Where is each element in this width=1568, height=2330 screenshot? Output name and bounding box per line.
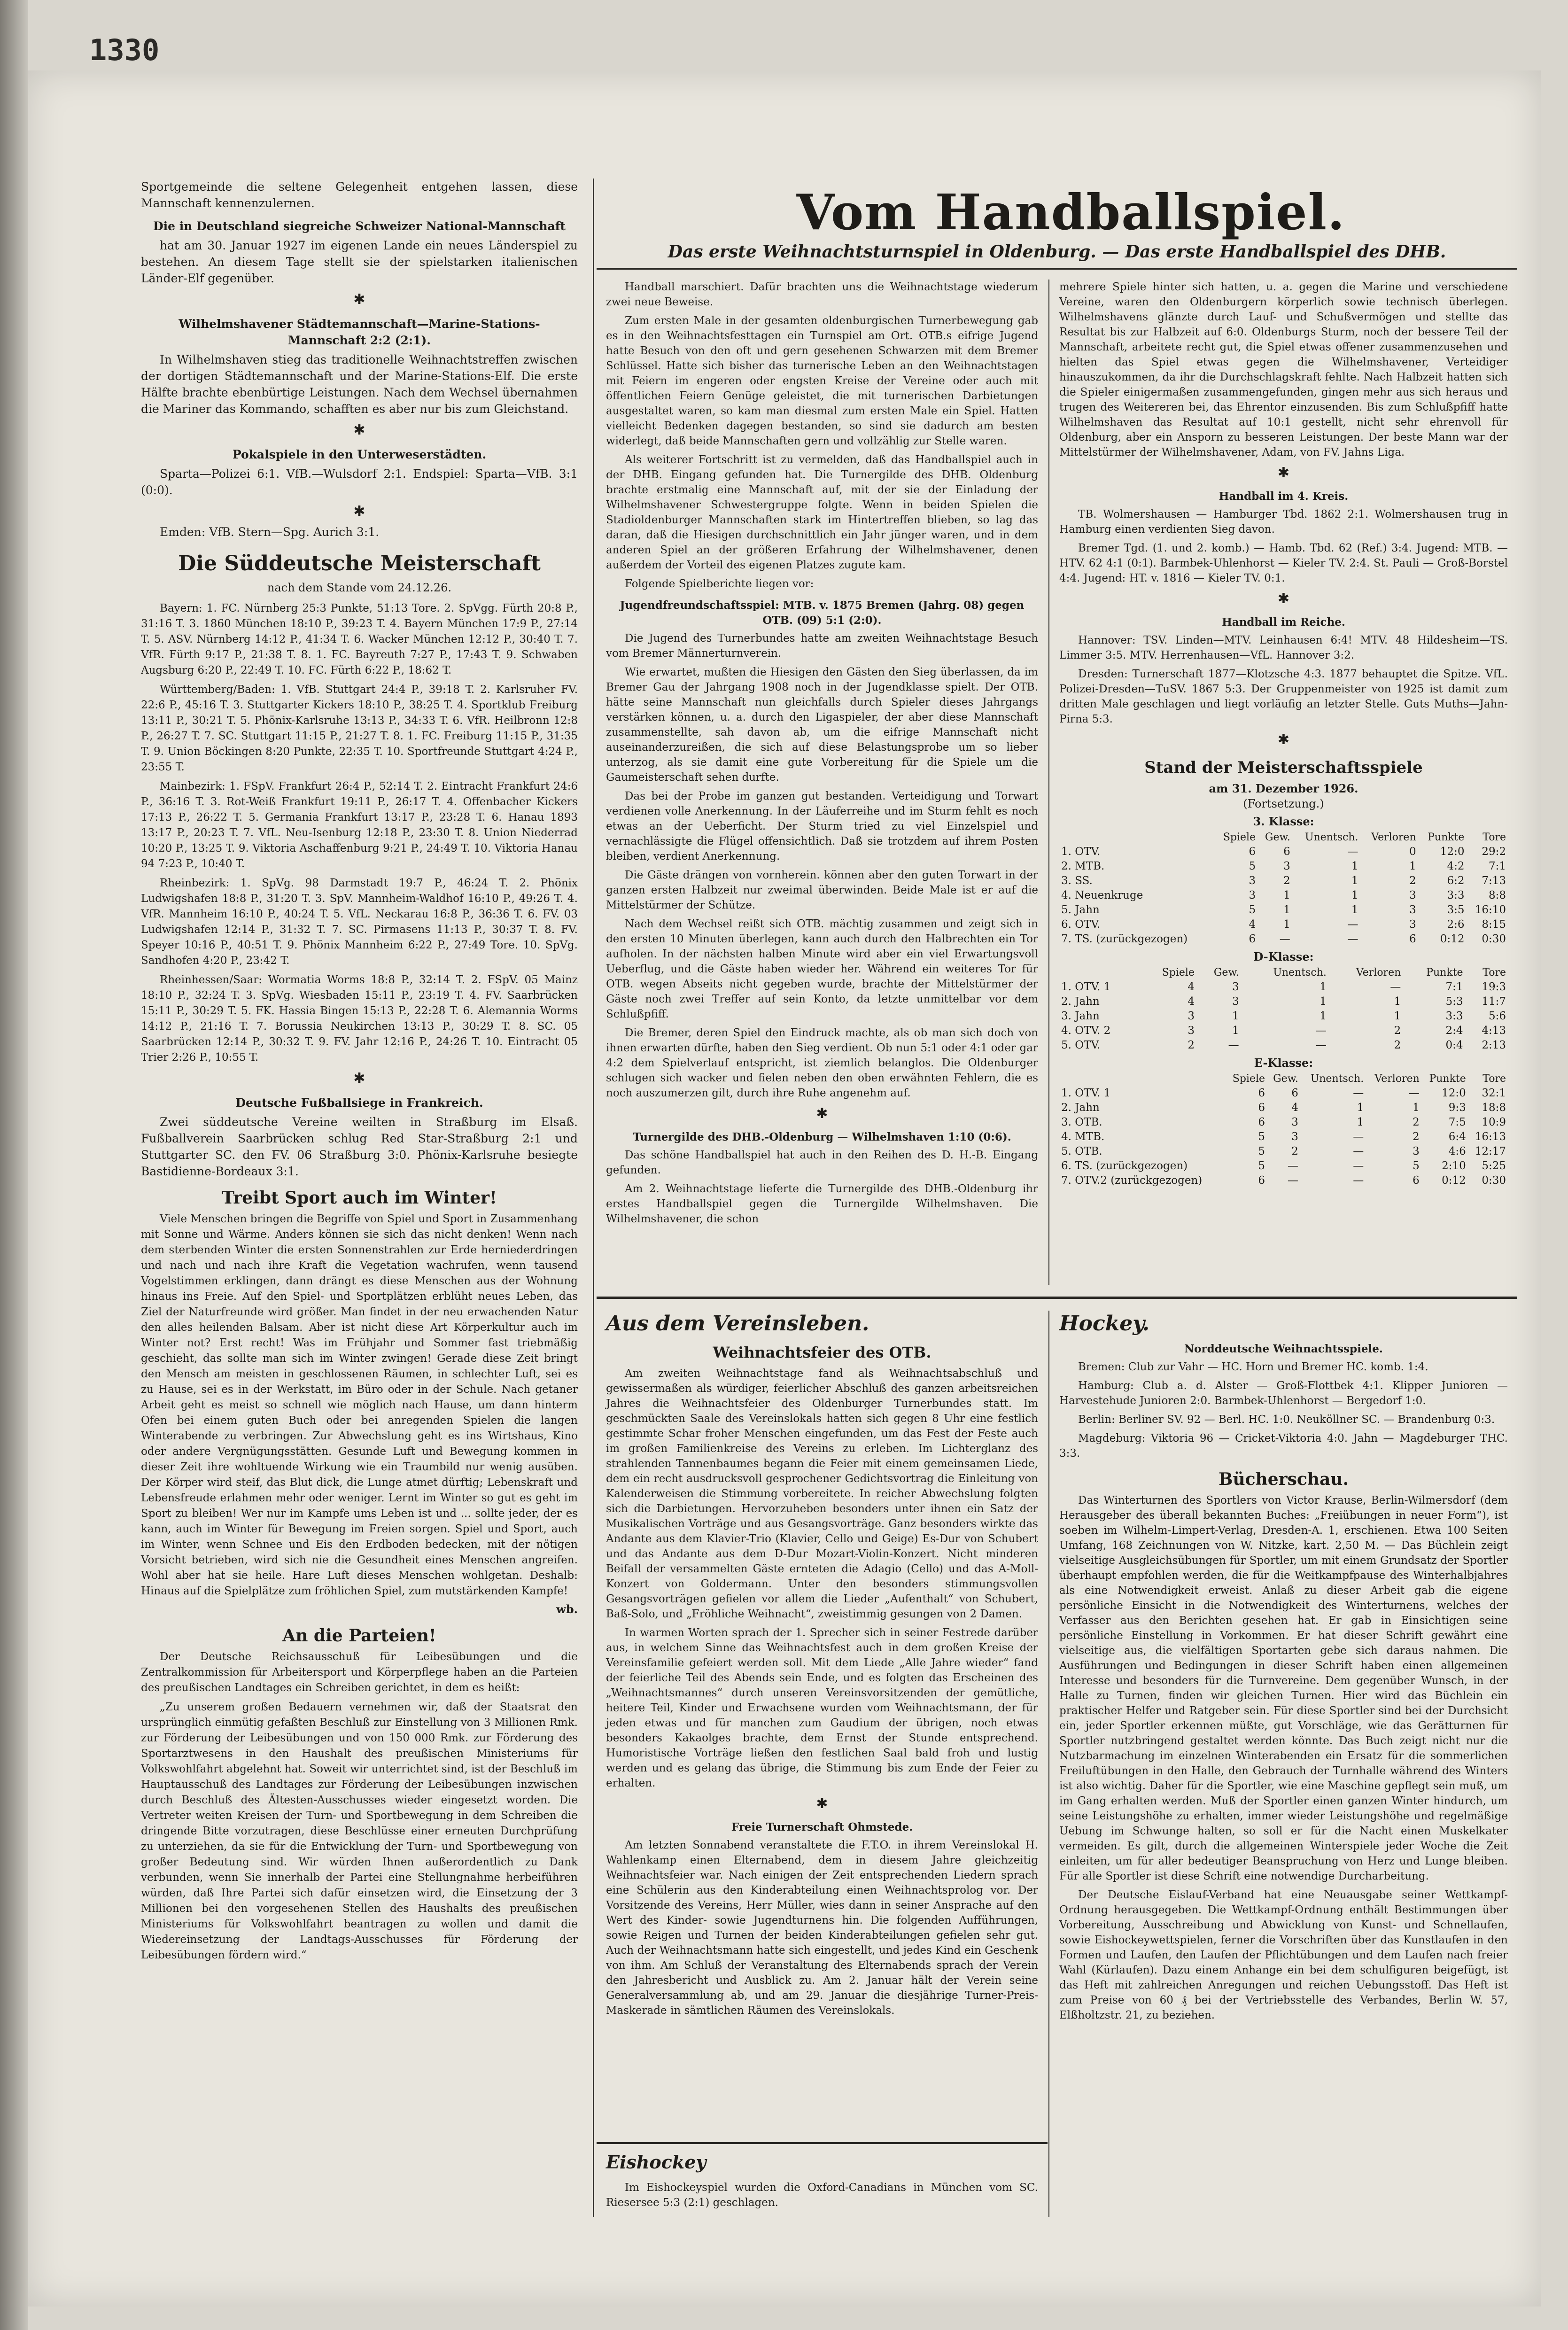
table-cell: 0:30 (1482, 933, 1506, 945)
table-cell: 6 (1249, 846, 1256, 858)
divider-star: ✱ (353, 1070, 365, 1087)
table-cell: 6 (1258, 1102, 1265, 1114)
table-cell: 5 (1249, 860, 1256, 872)
reich-paragraph: Dresden: Turnerschaft 1877—Klotzsche 4:3. 1877 behauptet die Spitze. VfL. Polizei-Dresden—TuSV. 1867 5:3. Der Gruppenmeister von 1925 ist damit zum dritten Male geschlagen und liegt vorläufig an letzter Stelle. Guts Muths—Jahn-Pirna 5:3. (1059, 668, 1508, 725)
whv-text: In Wilhelmshaven stieg das traditionelle Weihnachtstreffen zwischen der dortigen Städtemannschaft und der Marine-Stations-Elf. Die erste Hälfte brachte ebenbürtige Leistungen. Nach dem Wechsel übernahmen die Mariner das Kommando, schafften es aber nur bis zum Gleichstand. (141, 353, 578, 416)
table-cell: 9:3 (1448, 1102, 1466, 1114)
table-cell: 4. OTV. 2 (1061, 1025, 1111, 1037)
table-cell: 6 (1249, 933, 1256, 945)
table-cell: 5 (1258, 1160, 1265, 1172)
winter-text: Viele Menschen bringen die Begriffe von Spiel und Sport in Zusammenhang mit Sonne und Wärme. Anders können sie sich das nicht denken! Wenn nach dem sterbenden Winter die ersten Sonnenstrahlen zur Erde herniederdringen und nach und nach ihre Kraft die Vegetation wachrufen, wenn tausend Vogelstimmen erklingen, dann drängt es diese Menschen aus der Wohnung hinaus ins Freie. Auf den Spiel- und Sportplätzen erblüht neues Leben, das Ziel der Naturfreunde wird größer. Man findet in der neu erwachenden Natur den alles heilenden Balsam. Aber ist nicht diese Art Körperkultur auch im Winter not? Erst recht! Was im Frühjahr und Sommer fast triebmäßig geschieht, das sollte man sich im Winter zwingen! Gerade diese Zeit bringt den Mensch am meisten in geschlossenen Räumen, in schlechter Luft, sei es zu Hause, sei es in der Werkstatt, im Büro oder in der Schule. Nach getaner Arbeit geht es meist so schnell wie möglich nach Hause, um dann hinterm Ofen bei einem guten Buch oder bei anregenden Spielen die langen Winterabende zu verbringen. Zur Abwechslung geht es ins Wirtshaus, Kino oder andere Vergnügungsstätten. Gesunde Luft und Bewegung kommen in dieser Zeit ihre wohltuende Wirkung wie ein Traumbild nur wenig ausüben. Der Körper wird steif, das Blut dick, die Lunge atmet dürftig; Lebenskraft und Lebensfreude erlahmen mehr oder weniger. Lernt im Winter so gut es geht im Sport zu bleiben! Wer nur im Kampfe ums Leben ist und ... sollte jeder, der es kann, auch im Winter für Bewegung im Freien sorgen. Spiel und Sport, auch im Winter, wenn Schnee und Eis den Erdboden bedecken, mit der nötigen Vorsicht betrieben, wird sich nie die Gesundheit eines Menschen angreifen. Wohl aber hat sie heile. Hare Luft dieses Menschen wohlgetan. Deshalb: Hinaus auf die Spielplätze zum fröhlichen Spiel, zum mutstärkenden Kampfe! (141, 1213, 578, 1597)
pokal-heading: Pokalspiele in den Unterweserstädten. (232, 448, 487, 461)
table-cell: 6 (1258, 1174, 1265, 1187)
buecher-paragraph: Der Deutsche Eislauf-Verband hat eine Neuausgabe seiner Wettkampf-Ordnung herausgegeben. Die Wettkampf-Ordnung enthält Bestimmungen über Vorbereitung, Ausschreibung und Abwicklung von Kunst- und Schnellaufen, sowie Eishockeywettspielen, ferner die Vorschriften über das Kunstlaufen in den Formen und Laufen, den Laufen der Pflichtübungen und dem Laufen nach freier Wahl (Kürlaufen). Dazu einem Anhange ein bei dem schulfiguren beigefügt, ist das Heft mit zahlreichen Anregungen und reichen Uebungsstoff. Das Heft ist zum Preise von 60 ₰ bei der Vertriebsstelle des Verbandes, Berlin W. 57, Elßholtzstr. 21, zu beziehen. (1059, 1889, 1508, 2021)
table-cell: 0:12 (1442, 1174, 1466, 1187)
emden-text: Emden: VfB. Stern—Spg. Aurich 3:1. (160, 525, 380, 539)
table-cell: — (1353, 1160, 1364, 1172)
table-header-row (1059, 830, 1508, 845)
divider-star: ✱ (1277, 465, 1290, 481)
buecher-heading: Bücherschau. (1219, 1469, 1349, 1489)
table-cell: 7:13 (1482, 875, 1506, 887)
hockey-heading: Hockey. (1059, 1312, 1150, 1336)
table-cell: 6 (1291, 1087, 1298, 1099)
table-row (1059, 1101, 1508, 1115)
header-cell: Punkte (1429, 1073, 1466, 1085)
table-cell: 6 (1258, 1116, 1265, 1128)
table-cell: 2. Jahn (1061, 995, 1100, 1008)
table-cell: — (1353, 1087, 1364, 1099)
frankreich-text: Zwei süddeutsche Vereine weilten in Straßburg im Elsaß. Fußballverein Saarbrücken schlug Red Star-Straßburg 2:1 und Stuttgarter SC. den FV. 06 Straßburg 3:0. Phönix-Karlsruhe besiegte Bastidienne-Bordeaux 3:1. (141, 1115, 578, 1178)
header-cell: Verloren (1356, 967, 1401, 979)
table-cell: 11:7 (1482, 995, 1506, 1008)
table-cell: 12:0 (1440, 846, 1465, 858)
buecher-paragraph: Das Winterturnen des Sportlers von Victor Krause, Berlin-Wilmersdorf (dem Herausgeber des überall bekannten Buches: „Freiübungen in neuer Form“), ist soeben im Wilhelm-Limpert-Verlag, Dresden-A. 1, erschienen. Etwa 100 Seiten Umfang, 168 Zeichnungen von W. Nitzke, kart. 2,50 M. — Das Büchlein zeigt vielseitige Ausgleichsübungen für Sportler, um mit einem Grundsatz der Sportler überhaupt empfohlen werden, die für die Weitkampfpause des Winterhalbjahres als eine Notwendigkeit erweist. Anlaß zu dieser Arbeit gab die eigene persönliche Einsicht in die Notwendigkeit des Winterturnens, welches der Verfasser aus den Berichten gesehen hat. Er gab in Einsichtigen seine persönliche Einstellung in Vorkommen. Er hat dieser Schrift gewährt eine vielseitige aus, die vielfältigen Sportarten gebe sich daraus nahmen. Die Ausführungen und Bedingungen in dieser Schrift haben einen allgemeinen Interesse und besonders für die Turnvereine. Dem gegenüber Wunsch, in der Halle zu Turnen, finden wir gleichen Turnen. Hier wird das Büchlein ein praktischer Helfer und Ratgeber sein. Für diese Sportler sind bei der Durchsicht ein, jeder Sportler erkennen müßte, gut Vorschläge, wie das Gerätturnen für Sportler nutzbringend gestaltet werden könnte. Das Buch zeigt nicht nur die Nutzbarmachung im einzelnen Winterabenden ein Ersatz für die sommerlichen Freiluftübungen in den Halle, den Gebrauch der Turnhalle während des Winters ist also wichtig. Daher für die Sportler, wie eine Maschine gepflegt sein muß, um im Gang erhalten werden. Muß der Sportler einen ganzen Winter hindurch, um seine Leistungshöhe zu erhalten, immer wieder Leistungshöhe und regelmäßige Uebung im Schwunge halten, so soll er für die Nacht einen Muskelkater vermeiden. Es gilt, durch die allgemeinen Winterspiele jeder Woche die Zeit einleiten, um für aller bedeutiger Beanspruchung von Herz und Lunge bleiben. Für alle Sportler ist diese Schrift eine notwendige Durcharbeitung. (1059, 1494, 1508, 1882)
header-cell: Verloren (1371, 831, 1416, 843)
divider-star: ✱ (353, 291, 365, 308)
result2-paragraph: Am 2. Weihnachtstage lieferte die Turnergilde des DHB.-Oldenburg ihr erstes Handballspiel gegen die Turnergilde Wilhelmshaven. Die Wilhelmshavener, die schon (606, 1183, 1038, 1225)
table-cell: 29:2 (1482, 846, 1506, 858)
parteien-quote: „Zu unserem großen Bedauern vernehmen wir, daß der Staatsrat den ursprünglich einmütig gefaßten Beschluß zur Einstellung von 3 Millionen Rmk. zur Förderung der Leibesübungen und von 150 000 Rmk. zur Förderung des Sportarztwesens in den Haushalt des preußischen Ministeriums für Volkswohlfahrt abgelehnt hat. Soweit wir unterrichtet sind, ist der Beschluß im Hauptausschuß des Landtages zur Förderung der Leibesübungen inzwischen durch Beschluß des Ältesten-Ausschusses wieder eingesetzt worden. Die Vertreter weiten Kreisen der Turn- und Sportbewegung in dem Schreiben die dringende Bitte vorzutragen, diese Beschlüsse einer erneuten Durchprüfung zu unterziehen, da sie für die Entwicklung der Turn- und Sportbewegung von großer Bedeutung sind. Wir würden Ihnen außerordentlich zu Dank verbunden, wenn Sie innerhalb der Partei eine Stellungnahme herbeiführen würden, daß Ihre Partei sich dafür einsetzen wird, die Einsetzung der 3 Millionen bei den vorgesehenen Stellen des Haushalts des preußischen Ministeriums für Volkswohlfahrt beantragen zu wollen und damit die Wiedereinsetzung der Landtags-Ausschusses für Förderung der Leibesübungen fördern wird.“ (141, 1701, 578, 1961)
table-cell: 1 (1394, 1010, 1401, 1022)
table-row (1059, 1159, 1508, 1173)
header-cell: Tore (1483, 1073, 1506, 1085)
left-column (141, 179, 578, 1967)
table-cell: 4 (1188, 995, 1195, 1008)
feier-heading: Weihnachtsfeier des OTB. (713, 1344, 931, 1361)
sued-paragraph: Bayern: 1. FC. Nürnberg 25:3 Punkte, 51:13 Tore. 2. SpVgg. Fürth 20:8 P., 31:16 T. 3. 1860 München 18:10 P., 39:23 T. 4. Bayern München 17:9 P., 27:14 T. 5. ASV. Nürnberg 14:12 P., 41:34 T. 6. Wacker München 12:12 P., 30:40 T. 7. VfR. Fürth 9:17 P., 21:38 T. 8. 1. FC. Bayreuth 7:27 P., 17:43 T. 9. Schwaben Augsburg 6:20 P., 22:49 T. 10. FC. Fürth 6:22 P., 18:62 T. (141, 602, 578, 676)
section-rule (597, 2142, 1048, 2144)
table-cell: 3 (1409, 918, 1416, 931)
table-cell: 1. OTV. 1 (1061, 981, 1111, 993)
table-cell: 6 (1413, 1174, 1420, 1187)
table-cell: 1 (1320, 995, 1327, 1008)
table-cell: 7:1 (1488, 860, 1506, 872)
table-cell: 2:4 (1445, 1025, 1463, 1037)
table-cell: 0:12 (1440, 933, 1465, 945)
table-cell: 1 (1351, 875, 1358, 887)
feier-paragraph: In warmen Worten sprach der 1. Sprecher sich in seiner Festrede darüber aus, in welchem Sinne das Weihnachtsfest auch in dem großen Kreise der Vereinsfamilie gefeiert werden soll. Mit dem Liede „Alle Jahre wieder“ fand der feierliche Teil des Abends sein Ende, und es folgten das Erscheinen des „Weihnachtsmannes“ durch unseren Vereinsvorsitzenden der gemütliche, heitere Teil, Kinder und Erwachsene wurden vom Weihnachtsmann, der für jeden etwas und für manchen zum Gaudium der übrigen, noch etwas besonders Kakaolges brachte, dem Ernst der Stunde entsprechend. Humoristische Vorträge ließen den festlichen Saal bald froh und lustig werden und es gelang das übrige, die Stimmung bis zum Ende der Feier zu erhalten. (606, 1627, 1038, 1789)
header-cell: Unentsch. (1310, 1073, 1364, 1085)
table-cell: 1. OTV. (1061, 846, 1101, 858)
table-cell: 4 (1249, 918, 1256, 931)
table-row (1059, 1173, 1508, 1188)
column-rule (1048, 1311, 1049, 2217)
mid-paragraph: Zum ersten Male in der gesamten oldenburgischen Turnerbewegung gab es in den Weihnachtsfesttagen ein Turnspiel am Ort. OTB.s eifrige Jugend hatte Besuch von den oft und gern gesehenen Schwarzen mit dem Bremer Schlüssel. Hatte sich bisher das turnerische Leben an den Weihnachtstagen mit Feiern im engeren oder engsten Kreise der Vereine oder auch mit öffentlichen Feiern Genüge geleistet, die mit turnerischen Darbietungen ausgestaltet waren, so kam man diesmal zum ersten Male ein Spiel. Hatten vielleicht Bedenken dagegen bestanden, so sind sie dadurch am besten widerlegt, daß beide Mannschaften gern und vollzählig zur Stelle waren. (606, 315, 1038, 447)
column-rule (593, 179, 594, 2217)
table-cell: 7. TS. (zurückgezogen) (1061, 933, 1188, 945)
header-cell: Tore (1483, 831, 1506, 843)
table-cell: 2 (1413, 1131, 1420, 1143)
frankreich-heading: Deutsche Fußballsiege in Frankreich. (235, 1096, 483, 1110)
table-cell: 6. OTV. (1061, 918, 1101, 931)
standings-table (1059, 830, 1508, 947)
sued-paragraph: Württemberg/Baden: 1. VfB. Stuttgart 24:4 P., 39:18 T. 2. Karlsruher FV. 22:6 P., 45:16 T. 3. Stuttgarter Kickers 18:10 P., 38:25 T. 4. Sportklub Freiburg 13:11 P., 30:21 T. 5. Phönix-Karlsruhe 13:13 P., 34:33 T. 6. VfR. Heilbronn 12:8 P., 26:27 T. 7. SC. Stuttgart 11:15 P., 21:27 T. 8. 1. FC. Freiburg 11:15 P., 31:35 T. 9. Union Böckingen 8:20 Punkte, 22:35 T. 10. Sportfreunde Stuttgart 4:24 P., 23:55 T. (141, 683, 578, 773)
table-cell: 4 (1188, 981, 1195, 993)
header-cell: Unentsch. (1304, 831, 1358, 843)
divider-star: ✱ (353, 503, 365, 520)
table-cell: 19:3 (1482, 981, 1506, 993)
sued-paragraph: Mainbezirk: 1. FSpV. Frankfurt 26:4 P., 52:14 T. 2. Eintracht Frankfurt 24:6 P., 36:16 T. 3. Rot-Weiß Frankfurt 19:11 P., 26:17 T. 4. Offenbacher Kickers 17:13 P., 26:22 T. 5. Germania Frankfurt 13:17 P., 23:28 T. 6. Hanau 1893 13:17 P., 20:23 T. 7. VfL. Neu-Isenburg 12:18 P., 23:30 T. 8. Union Niederrad 10:20 P., 13:25 T. 9. Viktoria Aschaffenburg 9:21 P., 24:49 T. 10. Viktoria Hanau 94 7:23 P., 10:40 T. (141, 780, 578, 870)
result1-paragraph: Die Jugend des Turnerbundes hatte am zweiten Weihnachtstage Besuch vom Bremer Männerturnverein. (606, 632, 1038, 660)
table-cell: 6 (1283, 846, 1290, 858)
header-cell: Punkte (1428, 831, 1465, 843)
right-column (1059, 280, 1508, 1188)
table-cell: 3 (1291, 1131, 1298, 1143)
table-cell: 0:30 (1482, 1174, 1506, 1187)
table-cell: 32:1 (1482, 1087, 1506, 1099)
sued-heading: Die Süddeutsche Meisterschaft (178, 551, 541, 575)
winter-signature: wb. (556, 1602, 578, 1616)
table-cell: 2 (1409, 875, 1416, 887)
table-header-row (1059, 965, 1508, 980)
table-cell: 1 (1351, 889, 1358, 901)
table-cell: 5. OTB. (1061, 1145, 1102, 1157)
table-row (1059, 874, 1508, 888)
table-row (1059, 888, 1508, 903)
table-cell: — (1287, 1174, 1298, 1187)
mid-paragraph: Als weiterer Fortschritt ist zu vermelden, daß das Handballspiel auch in der DHB. Eingang gefunden hat. Die Turnergilde des DHB. Oldenburg brachte erstmalig eine Mannschaft auf, mit der sie der Einladung der Wilhelmshavener Schwestergruppe folgte. Wenn in beiden Spielen die Stadioldenburger Mannschaften stark im Hintertreffen blieben, so lag das daran, daß die Hiesigen durchschnittlich ein Jahr jünger waren, und in dem anderen Spiel an der größeren Erfahrung der Wilhelmshavener, denen außerdem der Vorteil des eigenen Platzes zugute kam. (606, 454, 1038, 571)
table-cell: 4. Neuenkruge (1061, 889, 1143, 901)
table-cell: 4 (1291, 1102, 1298, 1114)
table-cell: — (1347, 933, 1358, 945)
table-cell: 6 (1258, 1087, 1265, 1099)
divider-star: ✱ (816, 1105, 828, 1122)
table-cell: 3 (1291, 1116, 1298, 1128)
table-cell: 6. TS. (zurückgezogen) (1061, 1160, 1188, 1172)
table-cell: 4. MTB. (1061, 1131, 1105, 1143)
right-paragraph: mehrere Spiele hinter sich hatten, u. a. gegen die Marine und verschiedene Vereine, waren den Oldenburgern körperlich sowie technisch überlegen. Wilhelmshavens glänzte durch Lauf- und Schußvermögen und stellte das Resultat bis zur Halbzeit auf 6:0. Oldenburgs Sturm, noch der bessere Teil der Mannschaft, arbeitete recht gut, die Spiel etwas offener zusammenzusehen und hielten das Spiel etwas gegen die Wilhelmshavener, Verteidiger hinauszukommen, da ihr die Durchschlagskraft fehlte. Nach Halbzeit hatten sich die Spieler einigermaßen zusammengefunden, gingen mehr aus sich heraus und trugen des Weitereren bei, das Ehrentor einzusenden. Bis zum Schlußpfiff hatte Wilhelmshaven das Resultat auf 10:1 gestellt, nicht sehr ehrenvoll für Oldenburg, aber ein Ansporn zu besseren Leistungen. Der beste Mann war der Mittelstürmer der Wilhelmshavener, Adam, von FV. Jahns Liga. (1059, 281, 1508, 458)
table-cell: 3. OTB. (1061, 1116, 1102, 1128)
result1-paragraph: Die Bremer, deren Spiel den Eindruck machte, als ob man sich doch von ihnen erwarten dürfte, haben den Sieg verdient. Ob nun 5:1 oder 4:1 oder gar 4:2 dem Spielverlauf entspricht, ist ziemlich belanglos. Die Oldenburger schlugen sich wacker und fielen neben den oben erwähnten Fehlern, die es noch auszumerzen gilt, durch ihre Ruhe angenehm auf. (606, 1027, 1038, 1099)
hockey-subheading: Norddeutsche Weihnachtsspiele. (1184, 1343, 1383, 1355)
table-cell: 6 (1409, 933, 1416, 945)
column-rule (1048, 280, 1049, 1285)
standings-heading: Stand der Meisterschaftsspiele (1144, 758, 1423, 777)
table-cell: 5 (1413, 1160, 1420, 1172)
table-cell: 1 (1283, 904, 1290, 916)
table-row (1059, 1024, 1508, 1038)
table-cell: 18:8 (1482, 1102, 1506, 1114)
table-cell: 1 (1351, 860, 1358, 872)
standings-group-heading: E-Klasse: (1254, 1056, 1313, 1070)
table-cell: 3:5 (1447, 904, 1465, 916)
ohm-heading: Freie Turnerschaft Ohmstede. (731, 1821, 913, 1833)
table-cell: — (1287, 1160, 1298, 1172)
whv-heading: Wilhelmshavener Städtemannschaft—Marine-Stations-Mannschaft 2:2 (2:1). (179, 317, 540, 347)
hockey-paragraph: Berlin: Berliner SV. 92 — Berl. HC. 1:0. Neuköllner SC. — Brandenburg 0:3. (1078, 1414, 1495, 1426)
table-cell: 12:17 (1475, 1145, 1506, 1157)
section-rule (597, 1297, 1517, 1299)
header-cell: Tore (1483, 967, 1506, 979)
header-cell (1059, 1072, 1225, 1086)
kreis-heading: Handball im 4. Kreis. (1219, 490, 1349, 503)
header-cell: Punkte (1426, 967, 1463, 979)
header-cell: Gew. (1273, 1073, 1298, 1085)
table-cell: 1 (1357, 1102, 1364, 1114)
table-cell: 3 (1249, 875, 1256, 887)
table-row (1059, 932, 1508, 947)
table-cell: 6:2 (1447, 875, 1465, 887)
table-cell: — (1390, 981, 1401, 993)
table-cell: 1 (1232, 1010, 1239, 1022)
header-cell: Spiele (1162, 967, 1195, 979)
table-cell: 5 (1258, 1131, 1265, 1143)
swiss-text: hat am 30. Januar 1927 im eigenen Lande ein neues Länderspiel zu bestehen. An diesem Tage stellt sie der spielstarken italienischen Länder-Elf gegenüber. (141, 239, 578, 285)
table-cell: 1. OTV. 1 (1061, 1087, 1111, 1099)
table-row (1059, 845, 1508, 859)
table-cell: 1 (1357, 1116, 1364, 1128)
book-binding (0, 0, 28, 2330)
table-cell: 3 (1188, 1025, 1195, 1037)
table-row (1059, 1009, 1508, 1024)
table-row (1059, 1130, 1508, 1144)
table-cell: 3 (1283, 860, 1290, 872)
divider-star: ✱ (1277, 590, 1290, 607)
standings-continued: (Fortsetzung.) (1243, 797, 1324, 810)
table-cell: 3 (1409, 889, 1416, 901)
table-cell: 10:9 (1482, 1116, 1506, 1128)
table-cell: 1 (1232, 1025, 1239, 1037)
header-cell: Verloren (1374, 1073, 1420, 1085)
hockey-paragraph: Hamburg: Club a. d. Alster — Groß-Flottbek 4:1. Klipper Junioren — Harvestehude Junioren 2:0. Barmbek-Uhlenhorst — Bergedorf 1:0. (1059, 1380, 1508, 1407)
table-row (1059, 903, 1508, 917)
standings-table (1059, 965, 1508, 1053)
table-cell: 2 (1291, 1145, 1298, 1157)
table-row (1059, 1115, 1508, 1130)
sued-paragraph: Rheinhessen/Saar: Wormatia Worms 18:8 P., 32:14 T. 2. FSpV. 05 Mainz 18:10 P., 32:24 T. 3. SpVg. Wiesbaden 15:11 P., 23:19 T. 4. FV. Saarbrücken 15:11 P., 30:29 T. 5. FK. Hassia Bingen 15:13 P., 22:28 T. 6. Alemannia Worms 14:12 P., 21:16 T. 7. Borussia Neukirchen 13:13 P., 30:29 T. 8. SC. 05 Saarbrücken 12:14 P., 30:32 T. 9. FV. Jahr 12:16 P., 24:26 T. 10. Eintracht 05 Trier 2:26 P., 10:55 T. (141, 974, 578, 1064)
table-row (1059, 859, 1508, 874)
mid-paragraph: Folgende Spielberichte liegen vor: (625, 578, 814, 590)
table-cell: — (1353, 1145, 1364, 1157)
table-cell: 2. Jahn (1061, 1102, 1100, 1114)
table-cell: 1 (1413, 1102, 1420, 1114)
parteien-heading: An die Parteien! (282, 1626, 436, 1646)
table-cell: 3. SS. (1061, 875, 1093, 887)
table-cell: 2 (1188, 1039, 1195, 1051)
table-cell: 4:6 (1448, 1145, 1466, 1157)
header-cell: Spiele (1232, 1073, 1265, 1085)
table-cell: 0 (1409, 846, 1416, 858)
table-cell: — (1347, 846, 1358, 858)
table-cell: — (1347, 918, 1358, 931)
table-cell: 3 (1409, 904, 1416, 916)
table-cell: 1 (1409, 860, 1416, 872)
table-cell: — (1228, 1039, 1239, 1051)
result1-paragraph: Das bei der Probe im ganzen gut bestanden. Verteidigung und Torwart verdienen volle Anerkennung. In der Läuferreihe und im Sturm fehlt es noch etwas an der Ueberficht. Der Sturm tried zu viel Einzelspiel und vernachlässigte die Flügel offensichtlich. Daß sie trotzdem auf ihrem Posten bleiben, verdient Anerkennung. (606, 790, 1038, 862)
result2-paragraph: Das schöne Handballspiel hat auch in den Reihen des D. H.-B. Eingang gefunden. (606, 1149, 1038, 1176)
table-cell: — (1353, 1174, 1364, 1187)
table-cell: — (1315, 1039, 1327, 1051)
pokal-text: Sparta—Polizei 6:1. VfB.—Wulsdorf 2:1. Endspiel: Sparta—VfB. 3:1 (0:0). (141, 467, 578, 497)
table-cell: 5:25 (1482, 1160, 1506, 1172)
sued-subheading: nach dem Stande vom 24.12.26. (267, 581, 452, 594)
winter-heading: Treibt Sport auch im Winter! (222, 1188, 497, 1208)
section-subtitle: Das erste Weihnachtsturnspiel in Oldenburg. — Das erste Handballspiel des DHB. (668, 242, 1446, 262)
table-cell: 1 (1320, 1010, 1327, 1022)
header-cell: Unentsch. (1273, 967, 1327, 979)
table-cell: 3:3 (1447, 889, 1465, 901)
table-cell: 2. MTB. (1061, 860, 1105, 872)
reich-heading: Handball im Reiche. (1222, 616, 1345, 629)
hockey-column (1059, 1311, 1508, 2027)
ohm-paragraph: Am letzten Sonnabend veranstaltete die F.T.O. in ihrem Vereinslokal H. Wahlenkamp einen Elternabend, dem in diesem Jahre gleichzeitig Weihnachtsfeier war. Nach einigen der Zeit entsprechenden Liedern sprach eine Schülerin aus den Kinderabteilung einen Weihnachtsprolog vor. Der Vorsitzende des Vereins, Herr Müller, wies dann in seiner Ansprache auf den Wert des Kinder- sowie Jugendturnens hin. Die folgenden Aufführungen, sowie Reigen und Turnen der beiden Kinderabteilungen gefielen sehr gut. Auch der Weihnachtsmann hatte sich eingestellt, und jedes Kind ein Geschenk von ihm. Am Schluß der Veranstaltung des Elternabends sprach der Verein den Jahresbericht und Ausblick zu. Am 2. Januar hält der Verein seine Generalversammlung ab, und am 29. Januar die diesjährige Turner-Preis-Maskerade in sämtlichen Räumen des Vereinslokals. (606, 1839, 1038, 2017)
parteien-text: Der Deutsche Reichsausschuß für Leibesübungen und die Zentralkommission für Arbeitersport und Körperpflege haben an die Parteien des preußischen Landtages ein Schreiben gerichtet, in dem es heißt: (141, 1651, 578, 1694)
table-cell: 5. OTV. (1061, 1039, 1101, 1051)
hockey-paragraph: Magdeburg: Viktoria 96 — Cricket-Viktoria 4:0. Jahn — Magdeburger THC. 3:3. (1059, 1432, 1508, 1460)
table-cell: 3 (1413, 1145, 1420, 1157)
table-cell: 3. Jahn (1061, 1010, 1100, 1022)
table-cell: 3 (1249, 889, 1256, 901)
table-cell: — (1315, 1025, 1327, 1037)
result1-paragraph: Die Gäste drängen von vornherein. können aber den guten Torwart in der ganzen ersten Halbzeit nur zweimal überwinden. Beide Male ist er auf die Mittelstürmer der Schütze. (606, 869, 1038, 911)
table-cell: 8:8 (1488, 889, 1506, 901)
eishockey-heading: Eishockey (606, 2151, 706, 2173)
table-cell: 2:13 (1482, 1039, 1506, 1051)
mid-paragraph: Handball marschiert. Dafür brachten uns die Weihnachtstage wiederum zwei neue Beweise. (606, 281, 1038, 308)
reich-paragraph: Hannover: TSV. Linden—MTV. Leinhausen 6:4! MTV. 48 Hildesheim—TS. Limmer 3:5. MTV. Herrenhausen—VfL. Hannover 3:2. (1059, 634, 1508, 661)
standings-date: am 31. Dezember 1926. (1209, 782, 1358, 795)
intro-text: Sportgemeinde die seltene Gelegenheit entgehen lassen, diese Mannschaft kennenzulernen. (141, 180, 578, 210)
table-cell: 12:0 (1442, 1087, 1466, 1099)
sued-paragraph: Rheinbezirk: 1. SpVg. 98 Darmstadt 19:7 P., 46:24 T. 2. Phönix Ludwigshafen 18:8 P., 31:20 T. 3. SpV. Mannheim-Waldhof 16:10 P., 49:26 T. 4. VfR. Mannheim 16:10 P., 40:24 T. 5. VfL. Neckarau 16:8 P., 36:36 T. 6. FV. 03 Ludwigshafen 12:14 P., 31:32 T. 7. SC. Pirmasens 11:13 P., 30:37 T. 8. FV. Speyer 10:16 P., 40:51 T. 9. Phönix Mannheim 6:22 P., 27:49 Tore. 10. SpVg. Sandhofen 4:20 P., 23:42 T. (141, 877, 578, 967)
result1-paragraph: Wie erwartet, mußten die Hiesigen den Gästen den Sieg überlassen, da im Bremer Gau der Jahrgang 1908 noch in der Jugendklasse spielt. Der OTB. hätte seine Mannschaft nun gleichfalls durch Spieler dieses Jahrgangs verstärken können, u. a. durch den Ligaspieler, der aber diese Mannschaft zusammenstellte, sah davon ab, um die eifrige Mannschaft nicht auseinanderzureißen, die sich auf diese Belastungsprobe um so lieber unterzog, als sie damit eine gute Vorbereitung für die Spiele um die Gaumeisterschaft sehen durfte. (606, 666, 1038, 784)
table-cell: 2 (1283, 875, 1290, 887)
kreis-paragraph: TB. Wolmershausen — Hamburger Tbd. 1862 2:1. Wolmershausen trug in Hamburg einen verdienten Sieg davon. (1059, 508, 1508, 536)
table-cell: 5:6 (1488, 1010, 1506, 1022)
header-cell (1059, 830, 1214, 845)
table-row (1059, 980, 1508, 994)
table-cell: — (1353, 1131, 1364, 1143)
standings-tables (1059, 814, 1508, 1188)
swiss-heading: Die in Deutschland siegreiche Schweizer National-Mannschaft (153, 219, 566, 233)
table-cell: 1 (1283, 918, 1290, 931)
table-cell: 2:10 (1442, 1160, 1466, 1172)
section-title: Vom Handballspiel. (796, 183, 1346, 241)
result1-paragraph: Nach dem Wechsel reißt sich OTB. mächtig zusammen und zeigt sich in den ersten 10 Minuten überlegen, kann auch durch den Halbrechten ein Tor aufholen. In der nächsten halben Minute wird aber ein viel Erwartungsvoll Ueberflug, und die Gäste haben wieder her. Während ein weiteres Tor für OTB. wegen Abseits nicht gegeben wurde, brachte der Mittelstürmer der Gäste noch zwei Treffer auf sein Konto, da letzte unmittelbar vor dem Schlußpfiff. (606, 918, 1038, 1020)
table-cell: 1 (1283, 889, 1290, 901)
kreis-paragraph: Bremer Tgd. (1. und 2. komb.) — Hamb. Tbd. 62 (Ref.) 3:4. Jugend: MTB. — HTV. 62 4:1 (0:1). Barmbek-Uhlenhorst — Kieler TV. 2:4. St. Pauli — Groß-Borstel 4:4. Jugend: HT. v. 1816 — Kieler TV. 0:1. (1059, 542, 1508, 584)
table-cell: 5 (1258, 1145, 1265, 1157)
header-cell: Gew. (1213, 967, 1239, 979)
vereinsleben-column (606, 1311, 1038, 2022)
eishockey-block (606, 2149, 1038, 2214)
table-cell: 2:6 (1447, 918, 1465, 931)
table-cell: 8:15 (1482, 918, 1506, 931)
page-number: 1330 (89, 33, 160, 67)
table-cell: — (1279, 933, 1290, 945)
table-cell: 5:3 (1445, 995, 1463, 1008)
table-row (1059, 1144, 1508, 1159)
table-cell: 1 (1320, 981, 1327, 993)
table-cell: 16:10 (1475, 904, 1506, 916)
table-cell: 7:5 (1448, 1116, 1466, 1128)
table-cell: 16:13 (1475, 1131, 1506, 1143)
eishockey-text: Im Eishockeyspiel wurden die Oxford-Canadians in München vom SC. Riesersee 5:3 (2:1) geschlagen. (606, 2182, 1038, 2209)
table-cell: 7:1 (1445, 981, 1463, 993)
divider-star: ✱ (1277, 731, 1290, 748)
standings-group-heading: 3. Klasse: (1253, 815, 1314, 828)
table-cell: 7. OTV.2 (zurückgezogen) (1061, 1174, 1203, 1187)
table-cell: 6:4 (1448, 1131, 1466, 1143)
middle-column (606, 280, 1038, 1230)
table-cell: 2 (1394, 1039, 1401, 1051)
table-cell: 1 (1351, 904, 1358, 916)
table-row (1059, 1038, 1508, 1053)
result1-heading: Jugendfreundschaftsspiel: MTB. v. 1875 Bremen (Jahrg. 08) gegen OTB. (09) 5:1 (2:0). (620, 599, 1025, 627)
table-row (1059, 1086, 1508, 1101)
masthead-rule (597, 268, 1517, 270)
table-cell: 4:2 (1447, 860, 1465, 872)
divider-star: ✱ (816, 1795, 828, 1812)
table-cell: 3 (1188, 1010, 1195, 1022)
divider-star: ✱ (353, 422, 365, 438)
standings-table (1059, 1072, 1508, 1188)
table-cell: 2 (1394, 1025, 1401, 1037)
table-cell: 5. Jahn (1061, 904, 1100, 916)
hockey-paragraph: Bremen: Club zur Vahr — HC. Horn und Bremer HC. komb. 1:4. (1078, 1361, 1428, 1373)
standings-group-heading: D-Klasse: (1253, 950, 1314, 963)
table-row (1059, 994, 1508, 1009)
table-cell: 3:3 (1445, 1010, 1463, 1022)
table-cell: 5 (1249, 904, 1256, 916)
table-cell: 1 (1394, 995, 1401, 1008)
header-cell (1059, 965, 1141, 980)
feier-paragraph: Am zweiten Weihnachtstage fand als Weihnachtsabschluß und gewissermaßen als würdiger, feierlicher Abschluß des ganzen arbeitsreichen Jahres die Weihnachtsfeier des Oldenburger Turnerbundes statt. Im geschmückten Saale des Vereinslokals hatten sich gegen 8 Uhr eine festlich gestimmte Schar froher Menschen eingefunden, um das Fest der Feste auch im großen Familienkreise des Vereins zu erleben. Im Lichterglanz des strahlenden Tannenbaumes begann die Feier mit einem gemeinsamen Liede, dem ein recht ausdrucksvoll gesprochener Gedichtsvortrag die Einleitung von Kalenderweisen die Stimmung vorbereitete. In reicher Abwechslung folgten sich die Darbietungen. Hervorzuheben besonders unter ihnen ein Satz der Musikalischen Vorträge und aus Gesangsvorträge. Ganz besonders wirkte das Andante aus dem Klavier-Trio (Klavier, Cello und Geige) Es-Dur von Schubert und das Andante aus dem D-Dur Mozart-Violin-Konzert. Nicht minderen Beifall der versammelten Gäste ernteten die Adagio (Cello) und das A-Moll-Konzert von Goldermann. Unter den besonders stimmungsvollen Gesangsvorträgen gefielen vor allem die Lieder „Aufenthalt“ von Schubert, Baß-Solo, und „Fröhliche Weihnacht“, zweistimmig gesungen von 2 Damen. (606, 1367, 1038, 1620)
result2-heading: Turnergilde des DHB.-Oldenburg — Wilhelmshaven 1:10 (0:6). (633, 1131, 1011, 1143)
header-cell: Spiele (1223, 831, 1256, 843)
table-cell: 2 (1413, 1116, 1420, 1128)
table-header-row (1059, 1072, 1508, 1086)
table-cell: — (1408, 1087, 1420, 1099)
table-cell: 4:13 (1482, 1025, 1506, 1037)
header-cell: Gew. (1265, 831, 1290, 843)
table-row (1059, 917, 1508, 932)
table-cell: 3 (1232, 981, 1239, 993)
vereinsleben-heading: Aus dem Vereinsleben. (606, 1312, 869, 1336)
table-cell: 0:4 (1445, 1039, 1463, 1051)
table-cell: 3 (1232, 995, 1239, 1008)
